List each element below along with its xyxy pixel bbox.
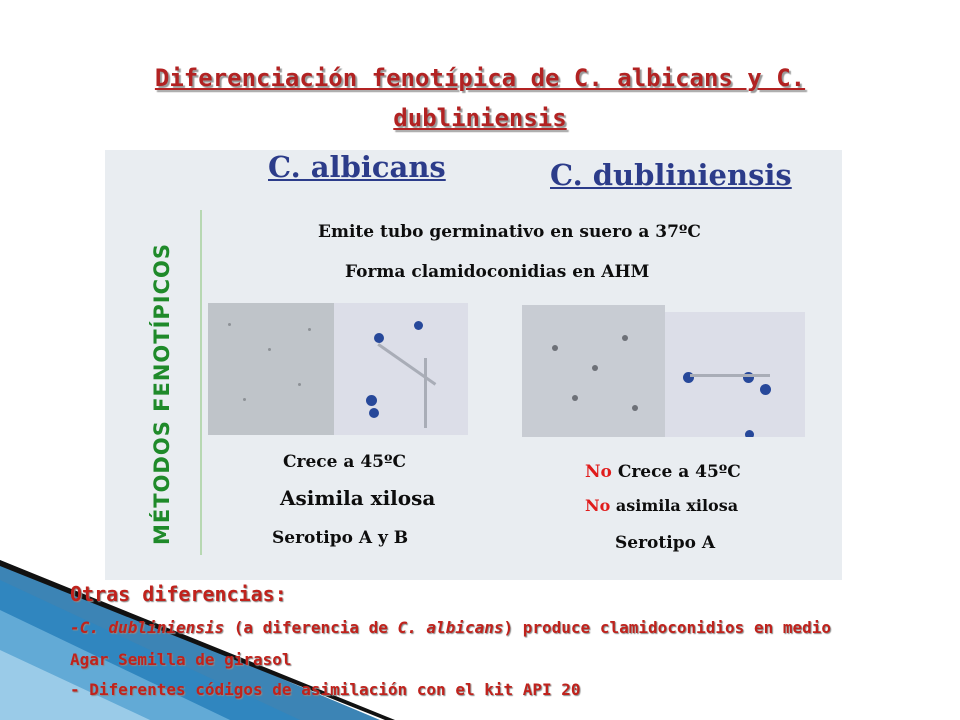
micrograph-albicans-grey — [208, 303, 334, 435]
vertical-label: MÉTODOS FENOTÍPICOS — [150, 243, 174, 545]
other-differences-heading: Otras diferencias: — [70, 582, 287, 606]
slide-title — [100, 58, 860, 138]
vertical-divider — [200, 210, 202, 555]
panel-row1: Emite tubo germinativo en suero a 37ºC — [318, 222, 701, 242]
negation-label: No — [585, 496, 611, 515]
difference-line-3: - Diferentes códigos de asimilación con el kit API 20 — [70, 680, 581, 699]
micrograph-dubliniensis-grey — [522, 305, 665, 437]
left-trait-1: Crece a 45ºC — [283, 452, 407, 472]
difference-line-1-species: -C. dubliniensis — [70, 618, 225, 637]
slide-title-line2: dubliniensis — [393, 104, 567, 132]
species-right-title: C. dubliniensis — [550, 158, 792, 192]
micrograph-dubliniensis-blue — [665, 312, 805, 437]
micrograph-albicans-blue — [334, 303, 468, 435]
left-trait-3: Serotipo A y B — [272, 528, 409, 548]
difference-line-1: -C. dubliniensis (a diferencia de C. albicans) produce clamidoconidios en medio — [70, 618, 831, 637]
species-left-title: C. albicans — [268, 150, 446, 184]
slide-title-line1: Diferenciación fenotípica de C. albicans y C. — [154, 64, 806, 92]
panel-row2: Forma clamidoconidias en AHM — [345, 262, 650, 282]
right-trait-2 — [585, 496, 738, 515]
right-trait-3-text: Serotipo A — [615, 533, 716, 553]
negation-label: No — [585, 462, 612, 482]
right-trait-1-text: Crece a 45ºC — [617, 462, 741, 482]
right-trait-3 — [615, 533, 715, 553]
right-trait-2-text: asimila xilosa — [615, 496, 739, 515]
right-trait-1 — [585, 462, 741, 482]
difference-line-2: Agar Semilla de girasol — [70, 650, 292, 669]
left-trait-2: Asimila xilosa — [280, 486, 436, 510]
